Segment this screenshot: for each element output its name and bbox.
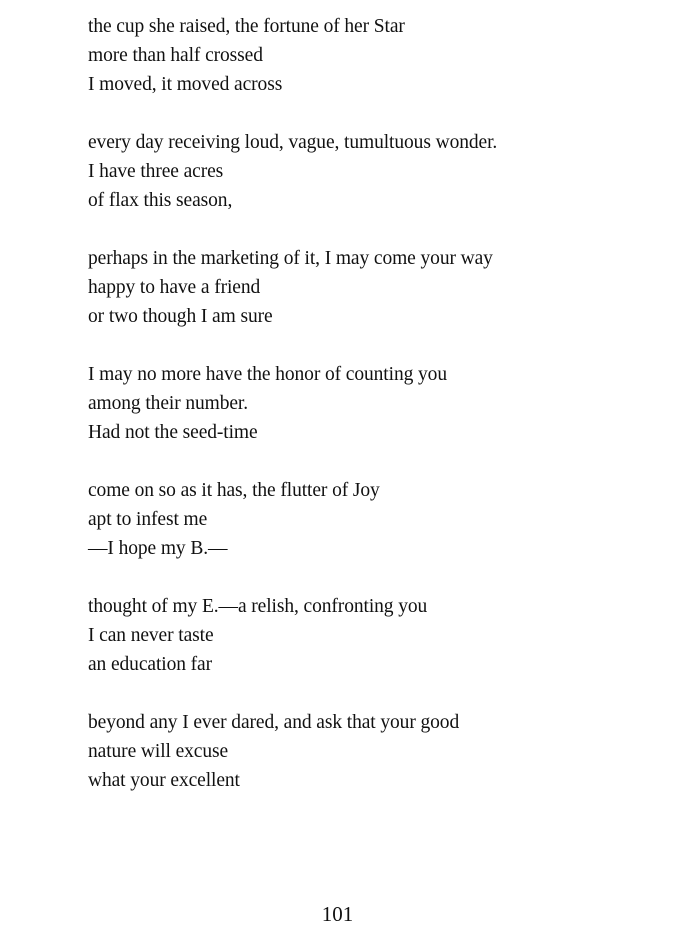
- stanza: [88, 708, 648, 795]
- page-number: 101: [321, 902, 354, 926]
- poem-line: happy to have a friend: [88, 277, 261, 298]
- stanza: [88, 476, 648, 563]
- stanza: [88, 128, 648, 215]
- poem-line: beyond any I ever dared, and ask that your good: [88, 712, 460, 733]
- poem-line: more than half crossed: [88, 45, 263, 66]
- poem-line: nature will excuse: [88, 741, 229, 762]
- poem-line: I have three acres: [88, 161, 224, 182]
- poem-line: among their number.: [88, 393, 249, 414]
- poem-body: [88, 12, 648, 824]
- poem-line: perhaps in the marketing of it, I may come your way: [88, 248, 493, 269]
- poem-line: come on so as it has, the flutter of Joy: [88, 480, 380, 501]
- poem-line: —I hope my B.—: [88, 538, 228, 559]
- poem-line: what your excellent: [88, 770, 240, 791]
- stanza: [88, 244, 648, 331]
- stanza: [88, 592, 648, 679]
- poem-line: thought of my E.—a relish, confronting you: [88, 596, 428, 617]
- poem-line: or two though I am sure: [88, 306, 273, 327]
- poem-line: every day receiving loud, vague, tumultuous wonder.: [88, 132, 498, 153]
- poem-line: an education far: [88, 654, 212, 675]
- poem-line: I can never taste: [88, 625, 214, 646]
- poem-line: I may no more have the honor of counting you: [88, 364, 447, 385]
- stanza: [88, 12, 648, 99]
- poem-line: apt to infest me: [88, 509, 208, 530]
- poem-line: I moved, it moved across: [88, 74, 283, 95]
- poem-line: the cup she raised, the fortune of her Star: [88, 16, 405, 37]
- poem-line: Had not the seed-time: [88, 422, 258, 443]
- poem-line: of flax this season,: [88, 190, 233, 211]
- stanza: [88, 360, 648, 447]
